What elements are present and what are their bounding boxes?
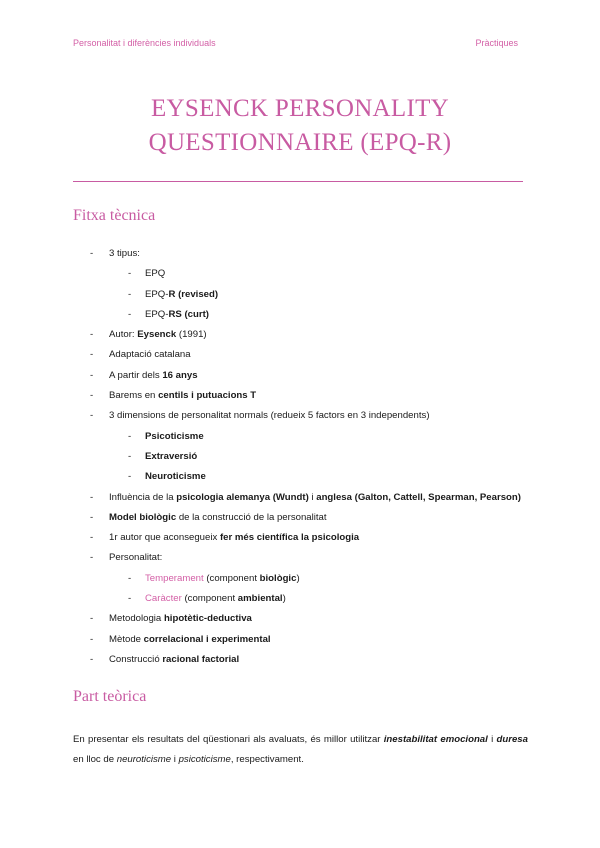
list-item: - Caràcter (component ambiental) — [128, 593, 286, 605]
technical-sheet-list — [0, 247, 600, 673]
list-item: - Personalitat: — [90, 552, 163, 564]
bullet-dash: - — [128, 268, 132, 280]
list-item: - 3 tipus: — [90, 248, 140, 259]
theory-paragraph: En presentar els resultats del qüestionari als avaluats, és millor utilitzar inestabilitat emocional i duresa en lloc de neuroticisme i psicoticisme, respectivament. — [73, 734, 528, 765]
bullet-dash: - — [90, 511, 94, 523]
bullet-dash: - — [90, 633, 94, 645]
page-title-line2: QUESTIONNAIRE (EPQ-R) — [148, 129, 452, 156]
list-item: - Adaptació catalana — [90, 349, 191, 361]
bullet-dash: - — [128, 471, 132, 483]
list-item: - EPQ — [128, 268, 166, 280]
header-section-label: Pràctiques — [475, 38, 518, 48]
section-heading-part-teorica: Part teòrica — [73, 688, 147, 705]
list-item: - Autor: Eysenck (1991) — [90, 329, 207, 341]
list-item: - Construcció racional factorial — [90, 653, 240, 665]
bullet-dash: - — [90, 532, 94, 544]
bullet-dash: - — [128, 430, 132, 442]
page-title — [0, 92, 600, 160]
bullet-dash: - — [90, 329, 94, 341]
page-title-line1: EYSENCK PERSONALITY — [150, 95, 450, 122]
bullet-dash: - — [90, 410, 94, 422]
list-item: - EPQ-RS (curt) — [128, 308, 209, 320]
list-item: - Mètode correlacional i experimental — [90, 633, 271, 645]
bullet-dash: - — [90, 491, 94, 503]
list-item: - Influència de la psicologia alemanya (Wundt) i anglesa (Galton, Cattell, Spearman, Pearson) — [90, 491, 521, 503]
bullet-dash: - — [128, 288, 132, 300]
list-item: - Psicoticisme — [128, 430, 204, 442]
bullet-dash: - — [90, 390, 94, 402]
bullet-dash: - — [90, 552, 94, 564]
list-item: - Temperament (component biològic) — [128, 572, 300, 584]
list-item: - Metodologia hipotètic-deductiva — [90, 613, 252, 625]
bullet-dash: - — [90, 613, 94, 625]
list-item: - EPQ-R (revised) — [128, 288, 219, 300]
list-item: - Neuroticisme — [128, 471, 206, 483]
bullet-dash: - — [90, 349, 94, 361]
list-item: - Extraversió — [128, 450, 198, 462]
bullet-dash: - — [90, 369, 94, 381]
bullet-dash: - — [128, 308, 132, 320]
list-item: - 3 dimensions de personalitat normals (redueix 5 factors en 3 independents) — [90, 410, 430, 422]
bullet-dash: - — [128, 572, 132, 584]
list-item: - A partir dels 16 anys — [90, 369, 198, 381]
bullet-dash: - — [90, 248, 94, 259]
list-item: - Model biològic de la construcció de la personalitat — [90, 511, 327, 523]
title-divider — [73, 181, 523, 182]
list-item: - 1r autor que aconsegueix fer més científica la psicologia — [90, 532, 360, 544]
list-item: - Barems en centils i putuacions T — [90, 390, 257, 402]
bullet-dash: - — [90, 653, 94, 665]
bullet-dash: - — [128, 593, 132, 605]
bullet-dash: - — [128, 450, 132, 462]
section-heading-fitxa: Fitxa tècnica — [73, 207, 156, 224]
header-course-title: Personalitat i diferències individuals — [73, 38, 216, 48]
